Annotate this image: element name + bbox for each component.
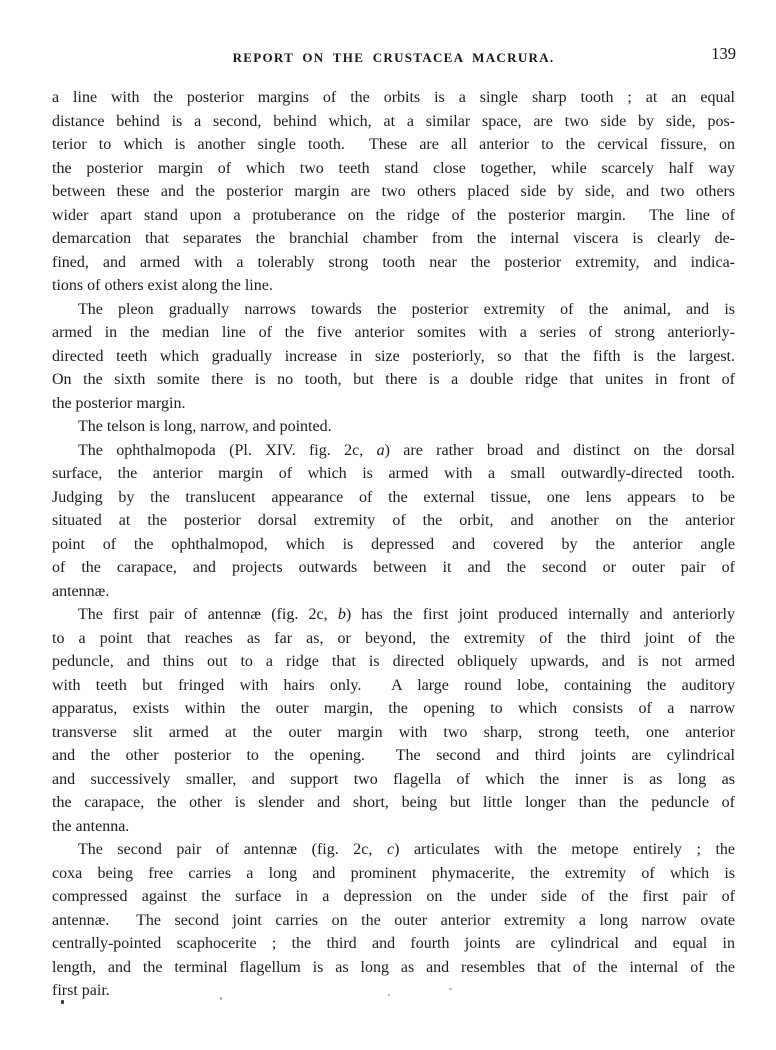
text-line: peduncle, and thins out to a ridge that is directed obliquely upwards, and is not armed [52,653,735,670]
text-line: to a point that reaches as far as, or beyond, the extremity of the third joint of the [52,629,735,647]
text-line: The pleon gradually narrows towards the posterior extremity of the animal, and is [78,300,735,318]
text-line: tions of others exist along the line. [52,277,273,294]
text-line: terior to which is another single tooth. These are all anterior to the cervical fissure, on [52,136,735,153]
text-line: directed teeth which gradually increase in size posteriorly, so that the fifth is the largest. [52,347,735,365]
text-line: the posterior margin. [52,394,186,412]
text-line: and the other posterior to the opening. The second and third joints are cylindrical [52,747,735,764]
page-header [52,49,735,67]
text-line: wider apart stand upon a protuberance on the ridge of the posterior margin. The line of [52,206,735,224]
text-line: The ophthalmopoda (Pl. XIV. fig. 2c, a) are rather broad and distinct on the dorsal [78,441,735,459]
text-line: The telson is long, narrow, and pointed. [78,418,332,435]
text-line: of the carapace, and projects outwards between it and the second or outer pair of [52,559,735,576]
paragraph [52,415,735,439]
text-line: the carapace, the other is slender and short, being but little longer than the peduncle of [52,794,735,811]
text-line: between these and the posterior margin are two others placed side by side, and two others [52,183,735,200]
paragraph [52,838,735,1003]
text-line: fined, and armed with a tolerably strong tooth near the posterior extremity, and indica- [52,253,735,271]
scan-speck [61,1000,64,1004]
scan-speck [388,994,390,996]
paragraph [52,298,735,416]
paragraph [52,86,735,298]
scan-speck [220,997,222,1000]
text-line: length, and the terminal flagellum is as long as and resembles that of the internal of the [52,958,735,976]
text-line: compressed against the surface in a depression on the under side of the first pair of [52,888,735,905]
scan-speck [449,988,452,990]
text-line: Judging by the translucent appearance of the external tissue, one lens appears to be [52,488,735,506]
text-line: distance behind is a second, behind which, at a similar space, are two side by side, pos- [52,112,735,130]
paragraph [52,439,735,604]
paragraph [52,603,735,838]
text-line: apparatus, exists within the outer margin, the opening to which consists of a narrow [52,700,735,717]
text-line: antennæ. [52,582,110,600]
text-line: surface, the anterior margin of which is armed with a small outwardly-directed tooth. [52,465,735,482]
text-line: antennæ. The second joint carries on the outer anterior extremity a long narrow ovate [52,911,735,929]
text-line: coxa being free carries a long and prominent phymacerite, the extremity of which is [52,864,735,882]
text-line: the antenna. [52,817,130,835]
body-text [52,86,735,1003]
text-line: point of the ophthalmopod, which is depressed and covered by the anterior angle [52,535,735,553]
text-line: first pair. [52,982,110,999]
text-line: demarcation that separates the branchial chamber from the internal viscera is clearly de- [52,230,735,247]
text-line: centrally-pointed scaphocerite ; the third and fourth joints are cylindrical and equal in [52,935,735,952]
text-line: and successively smaller, and support two flagella of which the inner is as long as [52,770,735,788]
text-line: On the sixth somite there is no tooth, but there is a double ridge that unites in front of [52,371,735,388]
text-line: armed in the median line of the five anterior somites with a series of strong anteriorly- [52,324,735,341]
text-line: The second pair of antennæ (fig. 2c, c) articulates with the metope entirely ; the [78,841,735,858]
text-line: a line with the posterior margins of the orbits is a single sharp tooth ; at an equal [52,89,735,106]
text-line: The first pair of antennæ (fig. 2c, b) has the first joint produced internally and anteriorly [78,606,735,623]
text-line: transverse slit armed at the outer margin with two sharp, strong teeth, one anterior [52,723,735,741]
text-line: situated at the posterior dorsal extremity of the orbit, and another on the anterior [52,512,735,529]
page-number: 139 [711,44,736,63]
text-line: with teeth but fringed with hairs only. A large round lobe, containing the auditory [52,676,735,694]
text-line: the posterior margin of which two teeth stand close together, while scarcely half way [52,159,735,177]
header-title: REPORT ON THE CRUSTACEA MACRURA. [232,50,555,65]
